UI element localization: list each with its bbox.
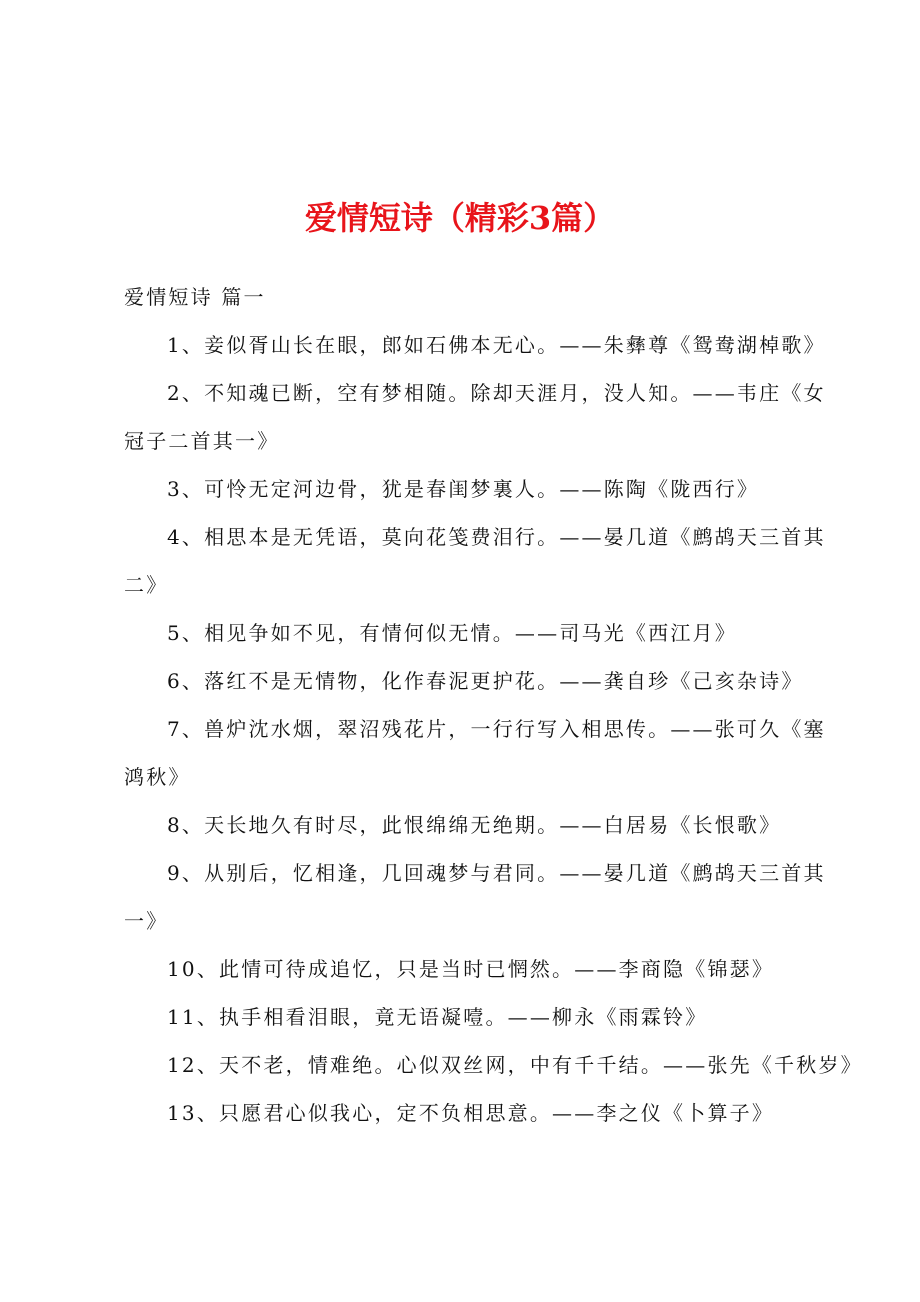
poem-line: 4、相思本是无凭语，莫向花笺费泪行。——晏几道《鹧鸪天三首其 bbox=[167, 525, 826, 549]
poem-line-continuation: 一》 bbox=[124, 909, 169, 933]
poem-item bbox=[124, 657, 814, 705]
section-heading: 爱情短诗 篇一 bbox=[124, 285, 266, 309]
poem-item bbox=[124, 369, 826, 465]
poem-item bbox=[124, 849, 826, 945]
poem-line: 10、此情可待成追忆，只是当时已惘然。——李商隐《锦瑟》 bbox=[167, 957, 775, 981]
poem-item bbox=[124, 321, 826, 369]
poem-item bbox=[124, 513, 826, 609]
poem-item bbox=[124, 945, 814, 993]
poem-line: 9、从别后，忆相逢，几回魂梦与君同。——晏几道《鹧鸪天三首其 bbox=[167, 861, 826, 885]
document-body bbox=[124, 273, 863, 1137]
poem-line-continuation: 二》 bbox=[124, 573, 169, 597]
poem-item bbox=[124, 609, 814, 657]
poem-line: 2、不知魂已断，空有梦相随。除却天涯月，没人知。——韦庄《女 bbox=[167, 381, 826, 405]
poem-item bbox=[124, 1089, 814, 1137]
poem-line: 12、天不老，情难绝。心似双丝网，中有千千结。——张先《千秋岁》 bbox=[167, 1053, 863, 1077]
poem-item bbox=[124, 801, 814, 849]
poem-line: 1、妾似胥山长在眼，郎如石佛本无心。——朱彝尊《鸳鸯湖棹歌》 bbox=[167, 333, 826, 357]
poem-item bbox=[124, 705, 826, 801]
poem-item bbox=[124, 1041, 863, 1089]
poem-line: 5、相见争如不见，有情何似无情。——司马光《西江月》 bbox=[167, 621, 737, 645]
document-title: 爱情短诗（精彩3篇） bbox=[304, 199, 616, 237]
poem-item bbox=[124, 465, 814, 513]
poem-line: 3、可怜无定河边骨，犹是春闺梦裏人。——陈陶《陇西行》 bbox=[167, 477, 760, 501]
poem-item bbox=[124, 993, 814, 1041]
poem-line: 6、落红不是无情物，化作春泥更护花。——龚自珍《己亥杂诗》 bbox=[167, 669, 804, 693]
poem-line: 11、执手相看泪眼，竟无语凝噎。——柳永《雨霖铃》 bbox=[167, 1005, 708, 1029]
poem-line: 8、天长地久有时尽，此恨绵绵无绝期。——白居易《长恨歌》 bbox=[167, 813, 782, 837]
poem-list bbox=[124, 321, 863, 1137]
poem-line-continuation: 冠子二首其一》 bbox=[124, 429, 280, 453]
poem-line-continuation: 鸿秋》 bbox=[124, 765, 191, 789]
poem-line: 13、只愿君心似我心，定不负相思意。——李之仪《卜算子》 bbox=[167, 1101, 775, 1125]
poem-line: 7、兽炉沈水烟，翠沼残花片，一行行写入相思传。——张可久《塞 bbox=[167, 717, 826, 741]
